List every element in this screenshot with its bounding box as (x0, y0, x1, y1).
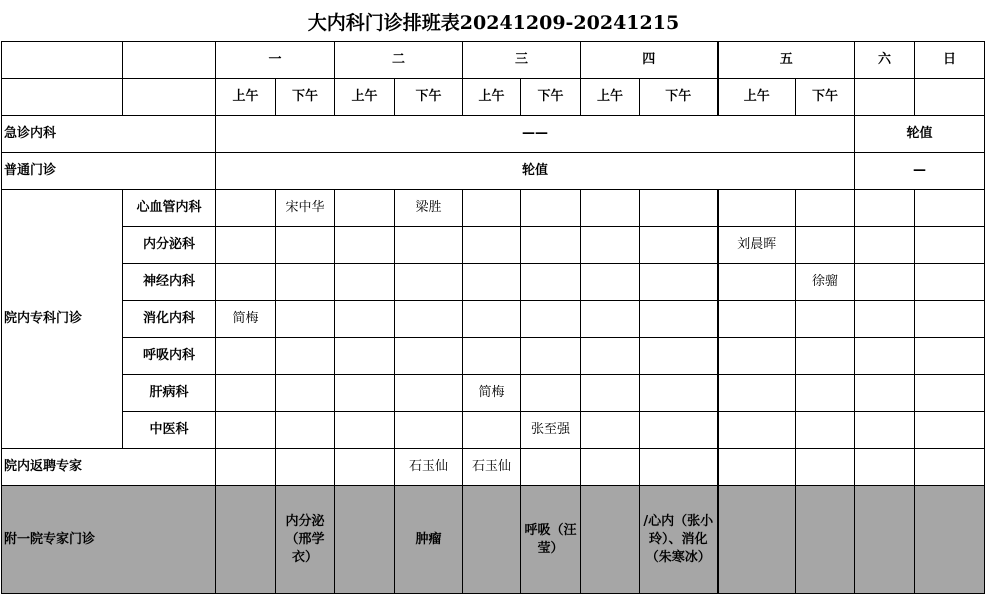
period-pm: 下午 (796, 79, 855, 116)
schedule-slot: 刘晨晖 (718, 227, 796, 264)
schedule-slot (463, 190, 521, 227)
specialty-name: 心血管内科 (123, 190, 216, 227)
schedule-slot (335, 301, 395, 338)
specialty-row (2, 338, 985, 375)
schedule-slot (855, 301, 915, 338)
schedule-slot (216, 449, 276, 486)
period-am: 上午 (335, 79, 395, 116)
corner-cell-b (123, 42, 216, 79)
schedule-slot: 简梅 (216, 301, 276, 338)
schedule-slot (521, 264, 581, 301)
schedule-slot (335, 486, 395, 594)
schedule-slot (718, 449, 796, 486)
schedule-slot (581, 375, 640, 412)
schedule-slot (521, 375, 581, 412)
schedule-slot (463, 227, 521, 264)
schedule-slot (463, 486, 521, 594)
schedule-table (1, 41, 985, 594)
schedule-slot (718, 486, 796, 594)
schedule-slot (796, 190, 855, 227)
specialty-row (2, 375, 985, 412)
schedule-slot (855, 375, 915, 412)
schedule-slot (395, 412, 463, 449)
period-pm: 下午 (395, 79, 463, 116)
schedule-slot (335, 412, 395, 449)
period-am: 上午 (718, 79, 796, 116)
schedule-slot: 呼吸（汪莹） (521, 486, 581, 594)
schedule-slot (640, 264, 718, 301)
schedule-slot (581, 264, 640, 301)
schedule-slot (581, 338, 640, 375)
emergency-row (2, 116, 985, 153)
schedule-slot (915, 486, 985, 594)
schedule-slot (335, 338, 395, 375)
schedule-slot (581, 449, 640, 486)
specialty-name: 内分泌科 (123, 227, 216, 264)
period-am: 上午 (581, 79, 640, 116)
schedule-slot (796, 301, 855, 338)
day-header-wed: 三 (463, 42, 581, 79)
schedule-slot (855, 338, 915, 375)
general-weekend-value: — (855, 153, 985, 190)
schedule-slot (640, 375, 718, 412)
schedule-slot (796, 375, 855, 412)
schedule-slot (463, 338, 521, 375)
schedule-slot (915, 375, 985, 412)
day-header-mon: 一 (216, 42, 335, 79)
schedule-slot (640, 449, 718, 486)
schedule-slot (216, 264, 276, 301)
schedule-slot (335, 449, 395, 486)
row-label-returning: 院内返聘专家 (2, 449, 216, 486)
specialty-row (2, 301, 985, 338)
day-header-thu: 四 (581, 42, 718, 79)
schedule-slot (915, 264, 985, 301)
schedule-slot (276, 301, 335, 338)
schedule-slot (855, 227, 915, 264)
schedule-slot (581, 301, 640, 338)
row-group-label-specialty: 院内专科门诊 (2, 190, 123, 449)
schedule-slot: 肿瘤 (395, 486, 463, 594)
schedule-slot: 简梅 (463, 375, 521, 412)
schedule-slot (335, 227, 395, 264)
row-label-affiliated: 附一院专家门诊 (2, 486, 216, 594)
specialty-name: 中医科 (123, 412, 216, 449)
schedule-slot (640, 301, 718, 338)
schedule-slot (640, 412, 718, 449)
schedule-slot (395, 301, 463, 338)
schedule-slot (796, 486, 855, 594)
schedule-slot (915, 338, 985, 375)
day-header-tue: 二 (335, 42, 463, 79)
row-label-emergency: 急诊内科 (2, 116, 216, 153)
schedule-slot (581, 486, 640, 594)
schedule-slot (796, 227, 855, 264)
schedule-slot: 梁胜 (395, 190, 463, 227)
specialty-name: 肝病科 (123, 375, 216, 412)
schedule-slot (915, 301, 985, 338)
specialty-rows (2, 190, 985, 449)
general-row (2, 153, 985, 190)
schedule-slot (335, 264, 395, 301)
schedule-slot (216, 227, 276, 264)
schedule-slot (216, 190, 276, 227)
schedule-slot (581, 227, 640, 264)
general-weekday-value: 轮值 (216, 153, 855, 190)
schedule-slot (915, 227, 985, 264)
period-header-row (2, 79, 985, 116)
corner-cell-c (2, 79, 123, 116)
specialty-row (2, 264, 985, 301)
schedule-slot (276, 338, 335, 375)
schedule-slot (855, 449, 915, 486)
schedule-slot (521, 190, 581, 227)
schedule-slot (640, 227, 718, 264)
schedule-slot (216, 338, 276, 375)
day-header-row (2, 42, 985, 79)
schedule-slot (463, 412, 521, 449)
schedule-slot: /心内（张小玲）、消化（朱寒冰） (640, 486, 718, 594)
specialty-name: 呼吸内科 (123, 338, 216, 375)
schedule-slot (521, 449, 581, 486)
schedule-slot: 石玉仙 (463, 449, 521, 486)
day-header-fri: 五 (718, 42, 855, 79)
schedule-slot: 张至强 (521, 412, 581, 449)
schedule-slot (521, 301, 581, 338)
schedule-slot (395, 375, 463, 412)
schedule-slot (796, 338, 855, 375)
schedule-slot: 内分泌（邢学衣） (276, 486, 335, 594)
schedule-slot (463, 301, 521, 338)
corner-cell-a (2, 42, 123, 79)
period-pm: 下午 (521, 79, 581, 116)
specialty-row (2, 412, 985, 449)
schedule-slot (915, 449, 985, 486)
schedule-slot (718, 338, 796, 375)
weekend-empty-sat (855, 79, 915, 116)
schedule-slot (718, 375, 796, 412)
schedule-slot (276, 449, 335, 486)
period-am: 上午 (463, 79, 521, 116)
schedule-slot (395, 338, 463, 375)
schedule-slot (216, 486, 276, 594)
schedule-slot (216, 375, 276, 412)
corner-cell-d (123, 79, 216, 116)
schedule-slot (276, 412, 335, 449)
schedule-slot (335, 190, 395, 227)
affiliated-expert-row (2, 486, 985, 594)
schedule-slot (718, 264, 796, 301)
weekend-empty-sun (915, 79, 985, 116)
schedule-slot (640, 338, 718, 375)
schedule-slot (581, 412, 640, 449)
schedule-slot (915, 190, 985, 227)
period-pm: 下午 (276, 79, 335, 116)
specialty-row (2, 190, 985, 227)
day-header-sat: 六 (855, 42, 915, 79)
returning-expert-row (2, 449, 985, 486)
schedule-slot (521, 227, 581, 264)
schedule-slot (335, 375, 395, 412)
schedule-slot (796, 412, 855, 449)
emergency-weekend-value: 轮值 (855, 116, 985, 153)
schedule-slot: 徐骝 (796, 264, 855, 301)
row-label-general: 普通门诊 (2, 153, 216, 190)
day-header-sun: 日 (915, 42, 985, 79)
schedule-slot (276, 264, 335, 301)
schedule-slot (718, 301, 796, 338)
schedule-slot (463, 264, 521, 301)
specialty-name: 神经内科 (123, 264, 216, 301)
period-pm: 下午 (640, 79, 718, 116)
schedule-slot (915, 412, 985, 449)
schedule-slot (855, 486, 915, 594)
schedule-slot (276, 375, 335, 412)
schedule-slot (718, 190, 796, 227)
emergency-weekday-value: —— (216, 116, 855, 153)
schedule-slot (855, 190, 915, 227)
schedule-slot (395, 264, 463, 301)
schedule-slot (216, 412, 276, 449)
schedule-slot (855, 412, 915, 449)
schedule-slot: 石玉仙 (395, 449, 463, 486)
specialty-row (2, 227, 985, 264)
schedule-slot (718, 412, 796, 449)
schedule-slot (640, 190, 718, 227)
schedule-slot (796, 449, 855, 486)
specialty-name: 消化内科 (123, 301, 216, 338)
schedule-slot: 宋中华 (276, 190, 335, 227)
page-title: 大内科门诊排班表20241209-20241215 (307, 12, 680, 34)
schedule-slot (581, 190, 640, 227)
schedule-slot (395, 227, 463, 264)
period-am: 上午 (216, 79, 276, 116)
schedule-slot (276, 227, 335, 264)
schedule-slot (855, 264, 915, 301)
schedule-slot (521, 338, 581, 375)
